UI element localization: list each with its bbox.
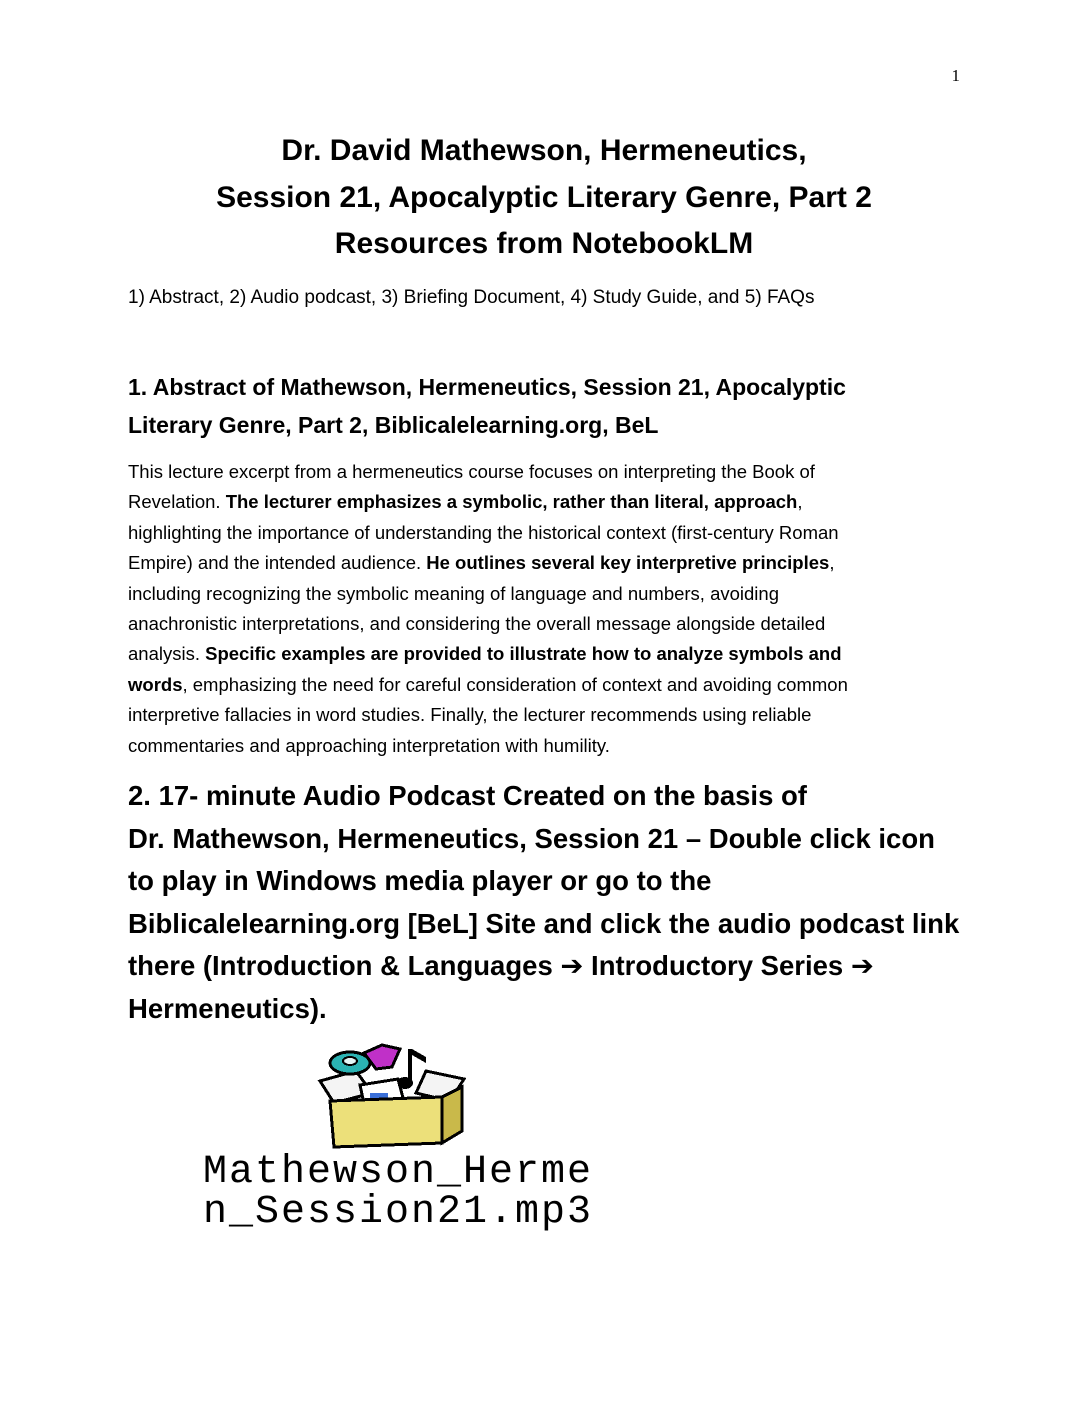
section2-text: Introductory Series <box>583 950 851 982</box>
abstract-text: , emphasizing the need for careful consideration of context and avoiding common <box>182 673 848 695</box>
abstract-line <box>128 518 970 548</box>
title-line-3: Resources from NotebookLM <box>334 227 754 260</box>
abstract-bold-text: Specific examples are provided to illustrate how to analyze symbols and <box>205 643 842 665</box>
abstract-text: anachronistic interpretations, and considering the overall message alongside detailed <box>128 613 826 635</box>
audio-podcast-attachment[interactable] <box>128 1043 668 1243</box>
abstract-text: , <box>797 491 803 513</box>
section1-heading-line-2: Literary Genre, Part 2, Biblicalelearning.org, BeL <box>128 412 659 438</box>
abstract-text: Revelation. <box>128 491 226 513</box>
section2-line: Hermeneutics). <box>128 992 327 1024</box>
section2-text: there (Introduction & Languages <box>128 950 561 982</box>
filename-line-1: Mathewson_Herme <box>202 1150 594 1195</box>
abstract-text: Empire) and the intended audience. <box>128 552 427 574</box>
section2-line: 2. 17- minute Audio Podcast Created on the basis of <box>128 780 807 811</box>
section2-line <box>128 945 978 988</box>
abstract-line <box>128 731 970 761</box>
right-arrow-icon: ➔ <box>560 950 584 983</box>
abstract-text: interpretive fallacies in word studies. Finally, the lecturer recommends using reliable <box>128 704 812 726</box>
section2-line: Biblicalelearning.org [BeL] Site and click the audio podcast link <box>128 907 960 939</box>
abstract-line <box>128 548 970 578</box>
section1-heading <box>128 368 968 444</box>
contents-list: 1) Abstract, 2) Audio podcast, 3) Briefing Document, 4) Study Guide, and 5) FAQs <box>128 287 815 308</box>
section1-heading-line-1: 1. Abstract of Mathewson, Hermeneutics, Session 21, Apocalyptic <box>128 374 846 400</box>
abstract-line <box>128 579 970 609</box>
attachment-filename[interactable] <box>128 1150 668 1235</box>
abstract-line <box>128 670 970 700</box>
abstract-text: including recognizing the symbolic meaning of language and numbers, avoiding <box>128 582 779 604</box>
abstract-line <box>128 457 970 487</box>
section2-heading <box>128 775 978 1031</box>
abstract-line <box>128 487 970 517</box>
abstract-paragraph <box>128 457 970 761</box>
abstract-line <box>128 609 970 639</box>
abstract-bold-text: He outlines several key interpretive principles <box>426 552 830 574</box>
abstract-text: , <box>829 552 835 574</box>
section2-line: to play in Windows media player or go to the <box>128 865 712 897</box>
abstract-text: highlighting the importance of understanding the historical context (first-century Roman <box>128 521 839 543</box>
title-line-2: Session 21, Apocalyptic Literary Genre, Part 2 <box>216 180 872 214</box>
document-title <box>128 128 960 268</box>
abstract-bold-text: The lecturer emphasizes a symbolic, rather than literal, approach <box>225 491 798 513</box>
abstract-line <box>128 700 970 730</box>
abstract-text: analysis. <box>128 643 206 665</box>
package-icon[interactable] <box>316 1043 476 1151</box>
abstract-bold-text: words <box>128 673 183 695</box>
section2-line: Dr. Mathewson, Hermeneutics, Session 21 – Double click icon <box>128 822 935 854</box>
abstract-text: This lecture excerpt from a hermeneutics course focuses on interpreting the Book of <box>128 461 815 482</box>
title-line-1: Dr. David Mathewson, Hermeneutics, <box>281 134 807 167</box>
filename-line-2: n_Session21.mp3 <box>202 1190 594 1235</box>
abstract-text: commentaries and approaching interpretation with humility. <box>128 734 610 756</box>
right-arrow-icon: ➔ <box>850 950 874 983</box>
page-number: 1 <box>951 66 960 85</box>
abstract-line <box>128 639 970 669</box>
